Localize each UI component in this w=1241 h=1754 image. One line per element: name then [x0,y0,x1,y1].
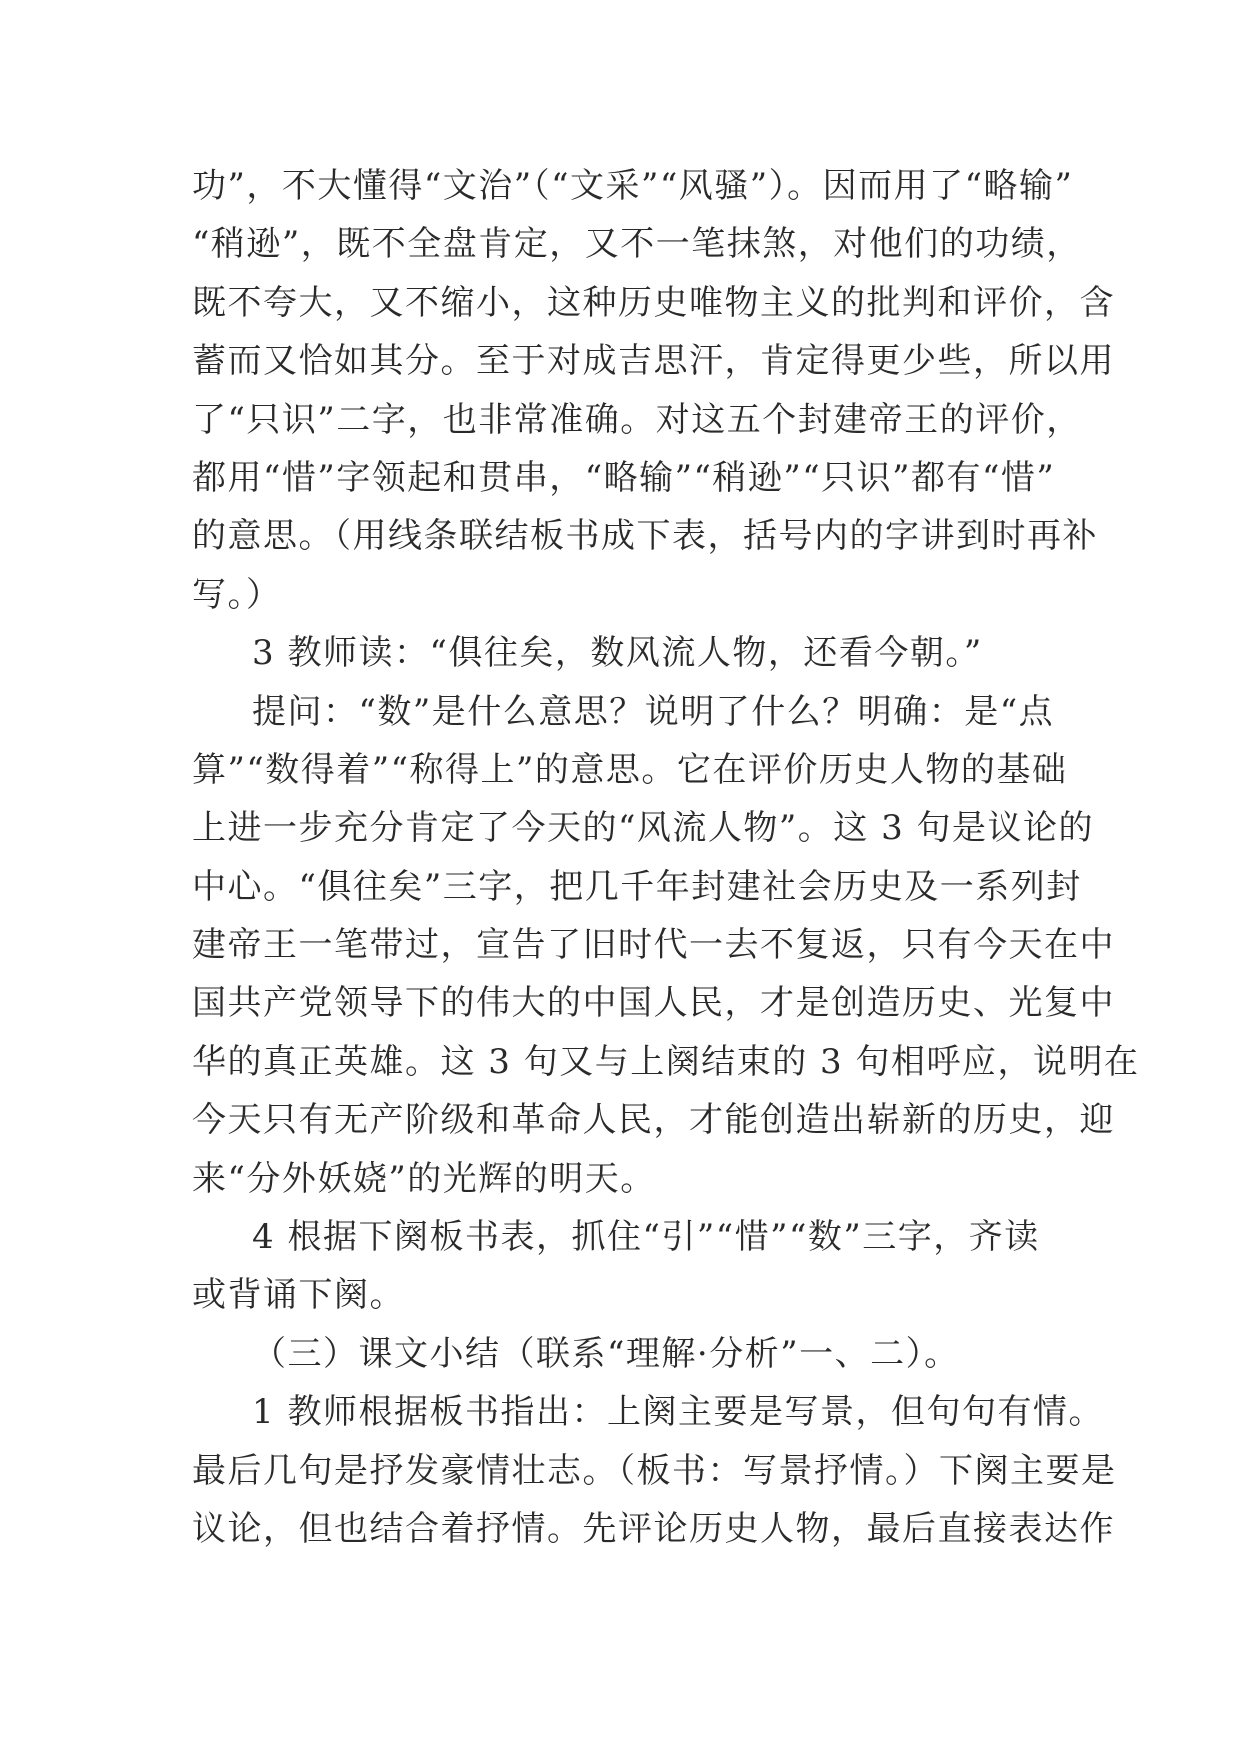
text-line: “稍逊”，既不全盘肯定，又不一笔抹煞，对他们的功绩， [192,224,1082,265]
text-line: 最后几句是抒发豪情壮志。（板书：写景抒情。）下阕主要是 [192,1450,1117,1491]
text-line: 功”，不大懂得“文治”（“文采”“风骚”）。因而用了“略输” [192,166,1074,206]
text-line: 议论，但也结合着抒情。先评论历史人物，最后直接表达作 [192,1508,1115,1549]
text-line: 或背诵下阕。 [192,1275,405,1316]
text-line: 提问：“数”是什么意思？说明了什么？明确：是“点 [252,691,1055,732]
text-line: 华的真正英雄。这 3 句又与上阕结束的 3 句相呼应，说明在 [192,1041,1140,1082]
text-line: 上进一步充分肯定了今天的“风流人物”。这 3 句是议论的 [192,808,1095,849]
body-text [192,157,1140,1558]
text-line: 蓄而又恰如其分。至于对成吉思汗，肯定得更少些，所以用 [192,341,1115,382]
text-line: 建帝王一笔带过，宣告了旧时代一去不复返，只有今天在中 [192,925,1115,966]
text-line: 写。） [192,574,282,615]
text-line: 的意思。（用线条联结板书成下表，括号内的字讲到时再补 [192,516,1098,557]
text-line: 中心。“俱往矣”三字，把几千年封建社会历史及一系列封 [192,866,1082,907]
text-line: 国共产党领导下的伟大的中国人民，才是创造历史、光复中 [192,983,1115,1024]
text-line: 算”“数得着”“称得上”的意思。它在评价历史人物的基础 [192,749,1068,790]
text-line: （三）课文小结（联系“理解·分析”一、二）。 [252,1333,960,1374]
text-line: 1 教师根据板书指出：上阕主要是写景，但句句有情。 [252,1392,1104,1433]
text-line: 都用“惜”字领起和贯串，“略输”“稍逊”“只识”都有“惜” [192,457,1056,498]
text-line: 既不夸大，又不缩小，这种历史唯物主义的批判和评价，含 [192,282,1115,323]
text-line: 来“分外妖娆”的光辉的明天。 [192,1158,656,1199]
text-line: 今天只有无产阶级和革命人民，才能创造出崭新的历史，迎 [192,1100,1115,1141]
text-line: 了“只识”二字，也非常准确。对这五个封建帝王的评价， [192,399,1082,440]
text-line: 4 根据下阕板书表，抓住“引”“惜”“数”三字，齐读 [252,1217,1040,1258]
text-line: 3 教师读：“俱往矣，数风流人物，还看今朝。” [252,633,983,674]
